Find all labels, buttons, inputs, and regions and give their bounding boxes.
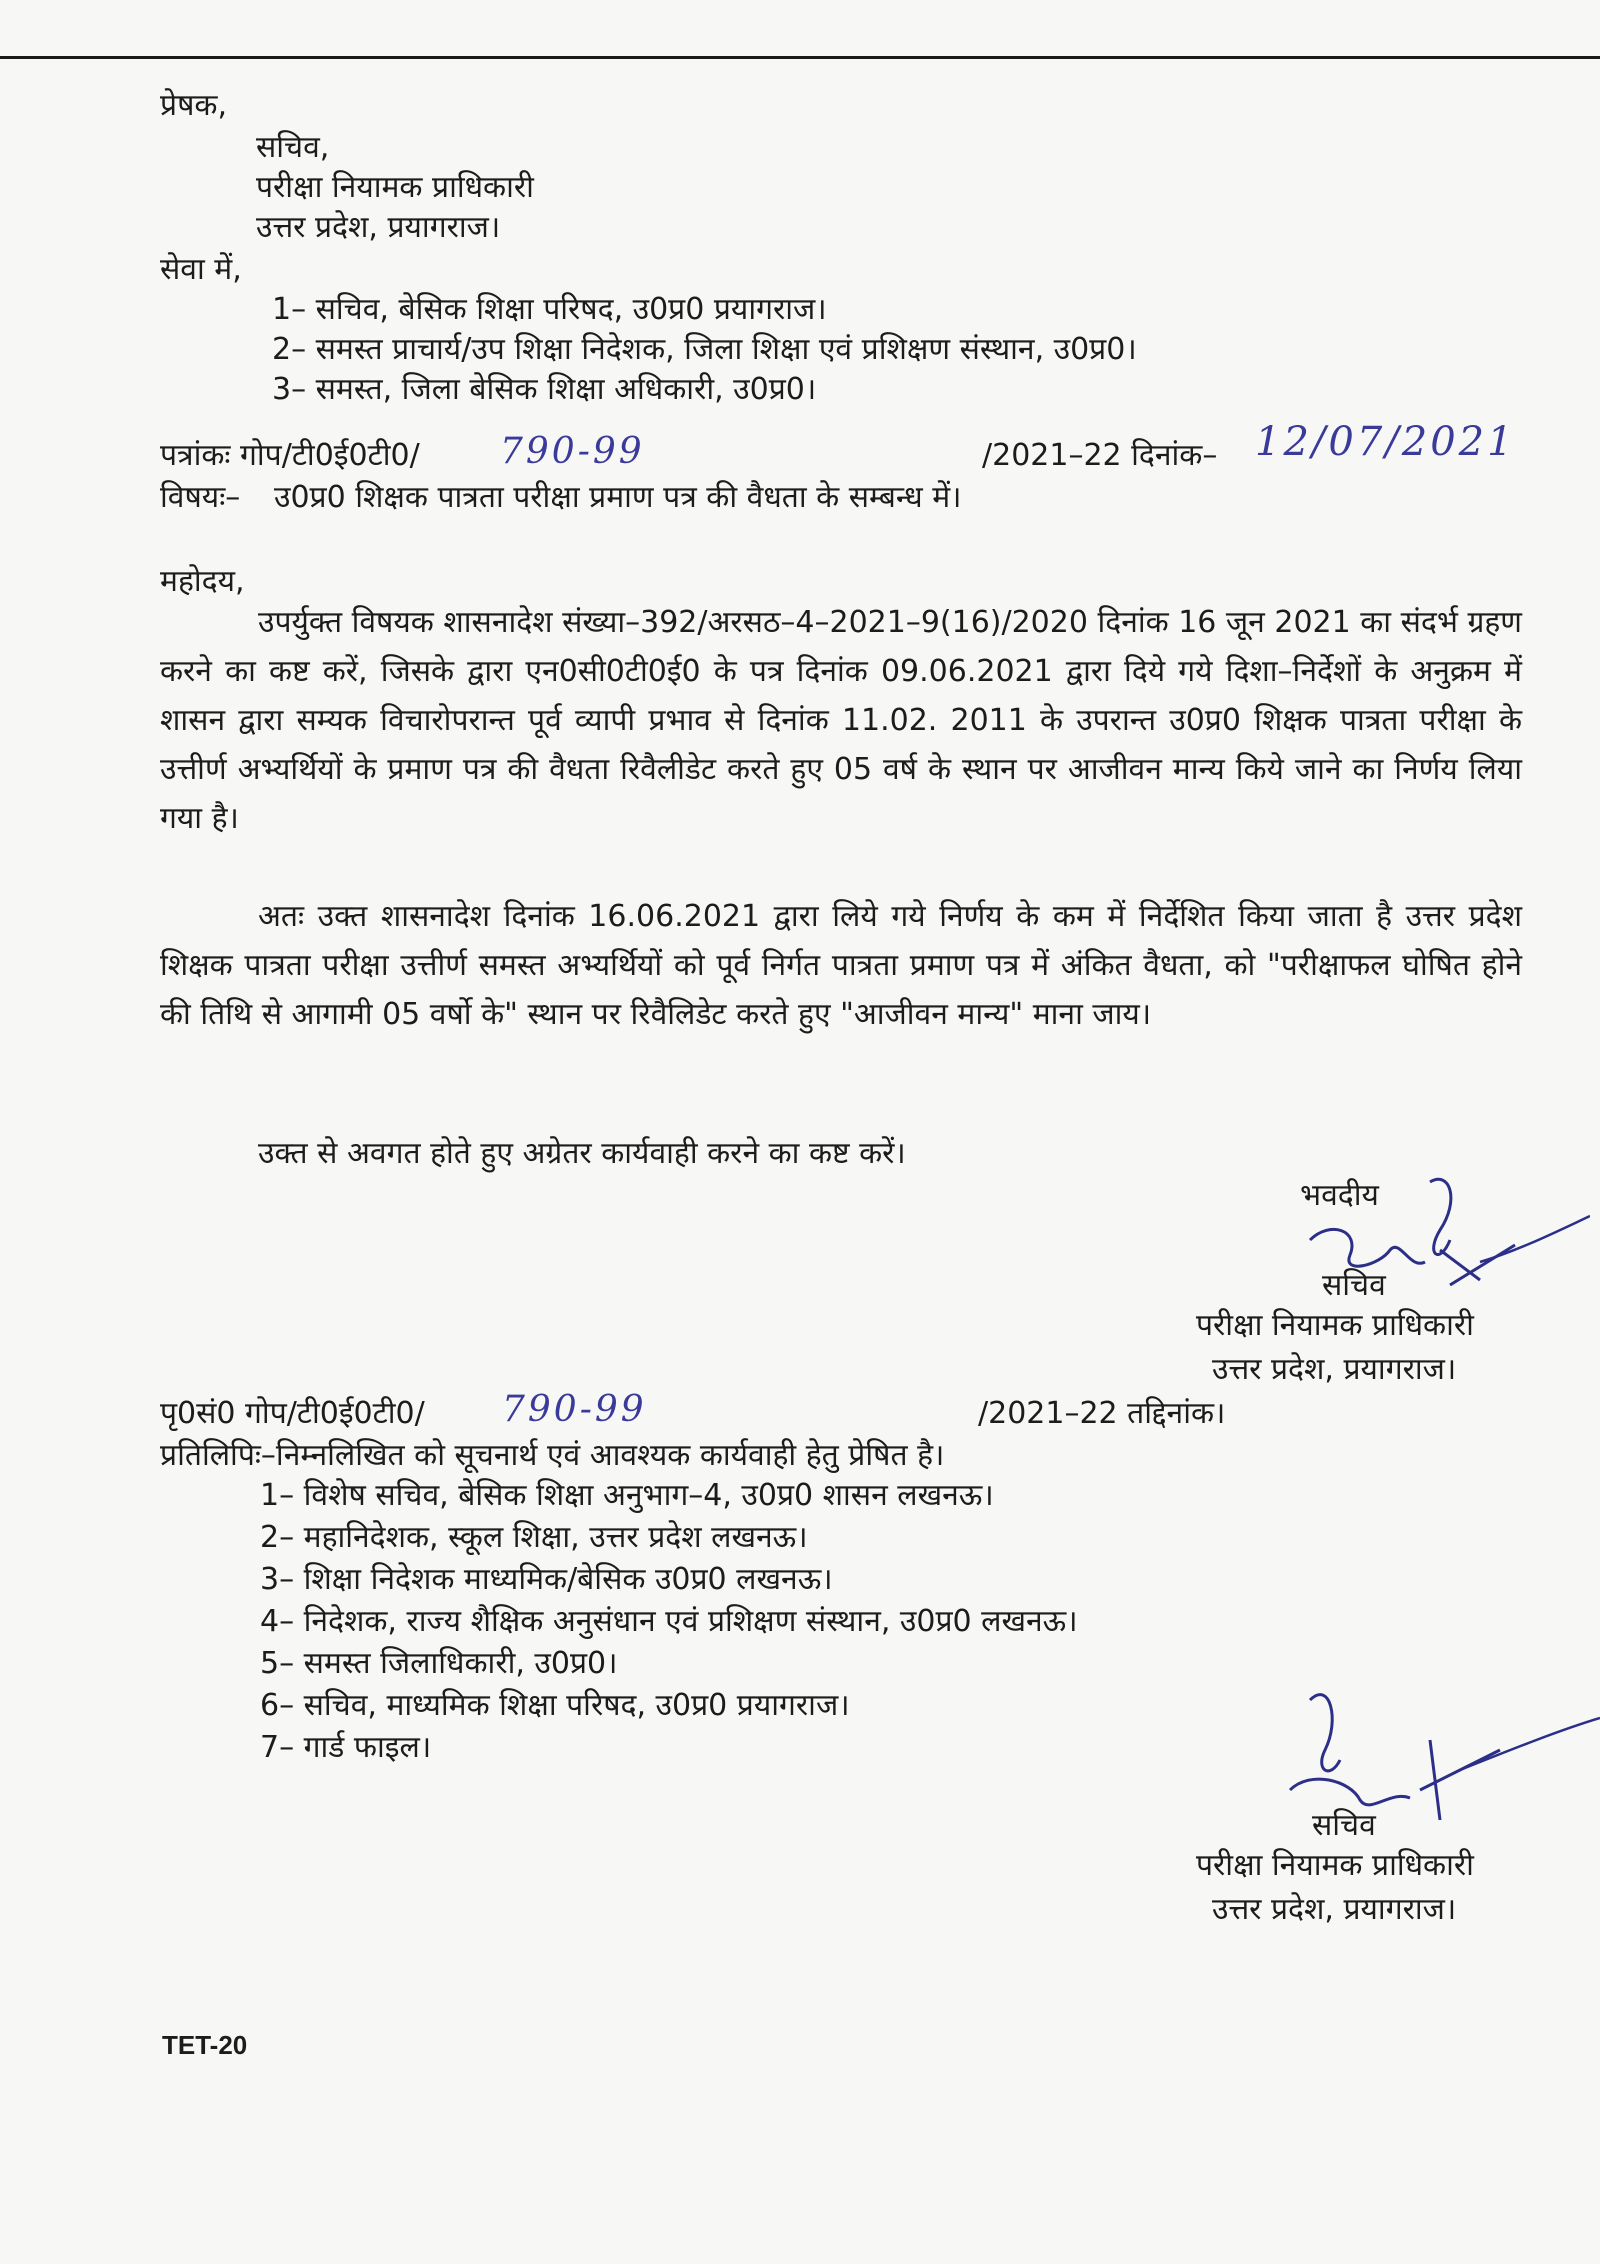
ref-year: /2021–22 दिनांक– xyxy=(982,438,1218,473)
from-line-1: सचिव, xyxy=(256,130,330,165)
copy-intro: प्रतिलिपिः–निम्नलिखित को सूचनार्थ एवं आवश्यक कार्यवाही हेतु प्रेषित है। xyxy=(160,1438,945,1473)
to-label: सेवा में, xyxy=(160,252,242,287)
to-line-2: 2– समस्त प्राचार्य/उप शिक्षा निदेशक, जिला शिक्षा एवं प्रशिक्षण संस्थान, उ0प्र0। xyxy=(272,332,1137,367)
body-paragraph-3: उक्त से अवगत होते हुए अग्रेतर कार्यवाही करने का कष्ट करें। xyxy=(258,1136,906,1171)
copy-ref-year: /2021–22 तद्दिनांक। xyxy=(978,1396,1226,1431)
signature-1-line-2: उत्तर प्रदेश, प्रयागराज। xyxy=(1212,1352,1457,1387)
to-line-1: 1– सचिव, बेसिक शिक्षा परिषद, उ0प्र0 प्रयागराज। xyxy=(272,292,827,327)
ref-date-handwritten: 12/07/2021 xyxy=(1255,419,1516,465)
closing-text: भवदीय xyxy=(1300,1178,1379,1213)
copy-item-7: 7– गार्ड फाइल। xyxy=(260,1730,432,1765)
signature-2-line-1: परीक्षा नियामक प्राधिकारी xyxy=(1196,1848,1474,1883)
signature-1-title: सचिव xyxy=(1322,1268,1386,1303)
to-line-3: 3– समस्त, जिला बेसिक शिक्षा अधिकारी, उ0प्र0। xyxy=(272,372,817,407)
from-line-3: उत्तर प्रदेश, प्रयागराज। xyxy=(256,210,501,245)
document-code: TET-20 xyxy=(162,2030,248,2060)
ref-number-handwritten: 790-99 xyxy=(500,431,645,472)
copy-item-3: 3– शिक्षा निदेशक माध्यमिक/बेसिक उ0प्र0 लखनऊ। xyxy=(260,1562,833,1597)
signature-1-line-1: परीक्षा नियामक प्राधिकारी xyxy=(1196,1308,1474,1343)
from-label: प्रेषक, xyxy=(160,88,227,123)
copy-item-1: 1– विशेष सचिव, बेसिक शिक्षा अनुभाग–4, उ0प्र0 शासन लखनऊ। xyxy=(260,1478,994,1513)
copy-item-4: 4– निदेशक, राज्य शैक्षिक अनुसंधान एवं प्रशिक्षण संस्थान, उ0प्र0 लखनऊ। xyxy=(260,1604,1078,1639)
body-paragraph-2: अतः उक्त शासनादेश दिनांक 16.06.2021 द्वारा लिये गये निर्णय के कम में निर्देशित किया जाता है उत्तर प्रदेश शिक्षक पात्रता परीक्षा उत्तीर्ण समस्त अभ्यर्थियों को पूर्व निर्गत पात्रता प्रमाण पत्र में अंकित वैधता, को "परीक्षाफल घोषित होने की तिथि से आगामी 05 वर्षो के" स्थान पर रिवैलिडेट करते हुए "आजीवन मान्य" माना जाय। xyxy=(160,899,1522,1032)
copy-item-2: 2– महानिदेशक, स्कूल शिक्षा, उत्तर प्रदेश लखनऊ। xyxy=(260,1520,808,1555)
signature-2-line-2: उत्तर प्रदेश, प्रयागराज। xyxy=(1212,1892,1457,1927)
body-paragraph-1: उपर्युक्त विषयक शासनादेश संख्या–392/अरसठ–4–2021–9(16)/2020 दिनांक 16 जून 2021 का संदर्भ ग्रहण करने का कष्ट करें, जिसके द्वारा एन0सी0टी0ई0 के पत्र दिनांक 09.06.2021 द्वारा दिये गये दिशा–निर्देशों के अनुक्रम में शासन द्वारा सम्यक विचारोपरान्त पूर्व व्यापी प्रभाव से दिनांक 11.02. 2011 के उपरान्त उ0प्र0 शिक्षक पात्रता परीक्षा के उत्तीर्ण अभ्यर्थियों के प्रमाण पत्र की वैधता रिवैलीडेट करते हुए 05 वर्ष के स्थान पर आजीवन मान्य किये जाने का निर्णय लिया गया है। xyxy=(160,605,1522,836)
copy-item-6: 6– सचिव, माध्यमिक शिक्षा परिषद, उ0प्र0 प्रयागराज। xyxy=(260,1688,850,1723)
from-line-2: परीक्षा नियामक प्राधिकारी xyxy=(256,170,534,205)
signature-2-title: सचिव xyxy=(1312,1808,1376,1843)
copy-ref-number-handwritten: 790-99 xyxy=(502,1389,647,1430)
top-border-line xyxy=(0,56,1600,59)
copy-item-5: 5– समस्त जिलाधिकारी, उ0प्र0। xyxy=(260,1646,618,1681)
salutation: महोदय, xyxy=(160,564,245,599)
subject-label: विषयः– xyxy=(160,480,241,515)
copy-ref-label: पृ0सं0 गोप/टी0ई0टी0/ xyxy=(160,1396,425,1431)
ref-label: पत्रांकः गोप/टी0ई0टी0/ xyxy=(160,438,420,473)
subject-text: उ0प्र0 शिक्षक पात्रता परीक्षा प्रमाण पत्र की वैधता के सम्बन्ध में। xyxy=(274,480,962,515)
